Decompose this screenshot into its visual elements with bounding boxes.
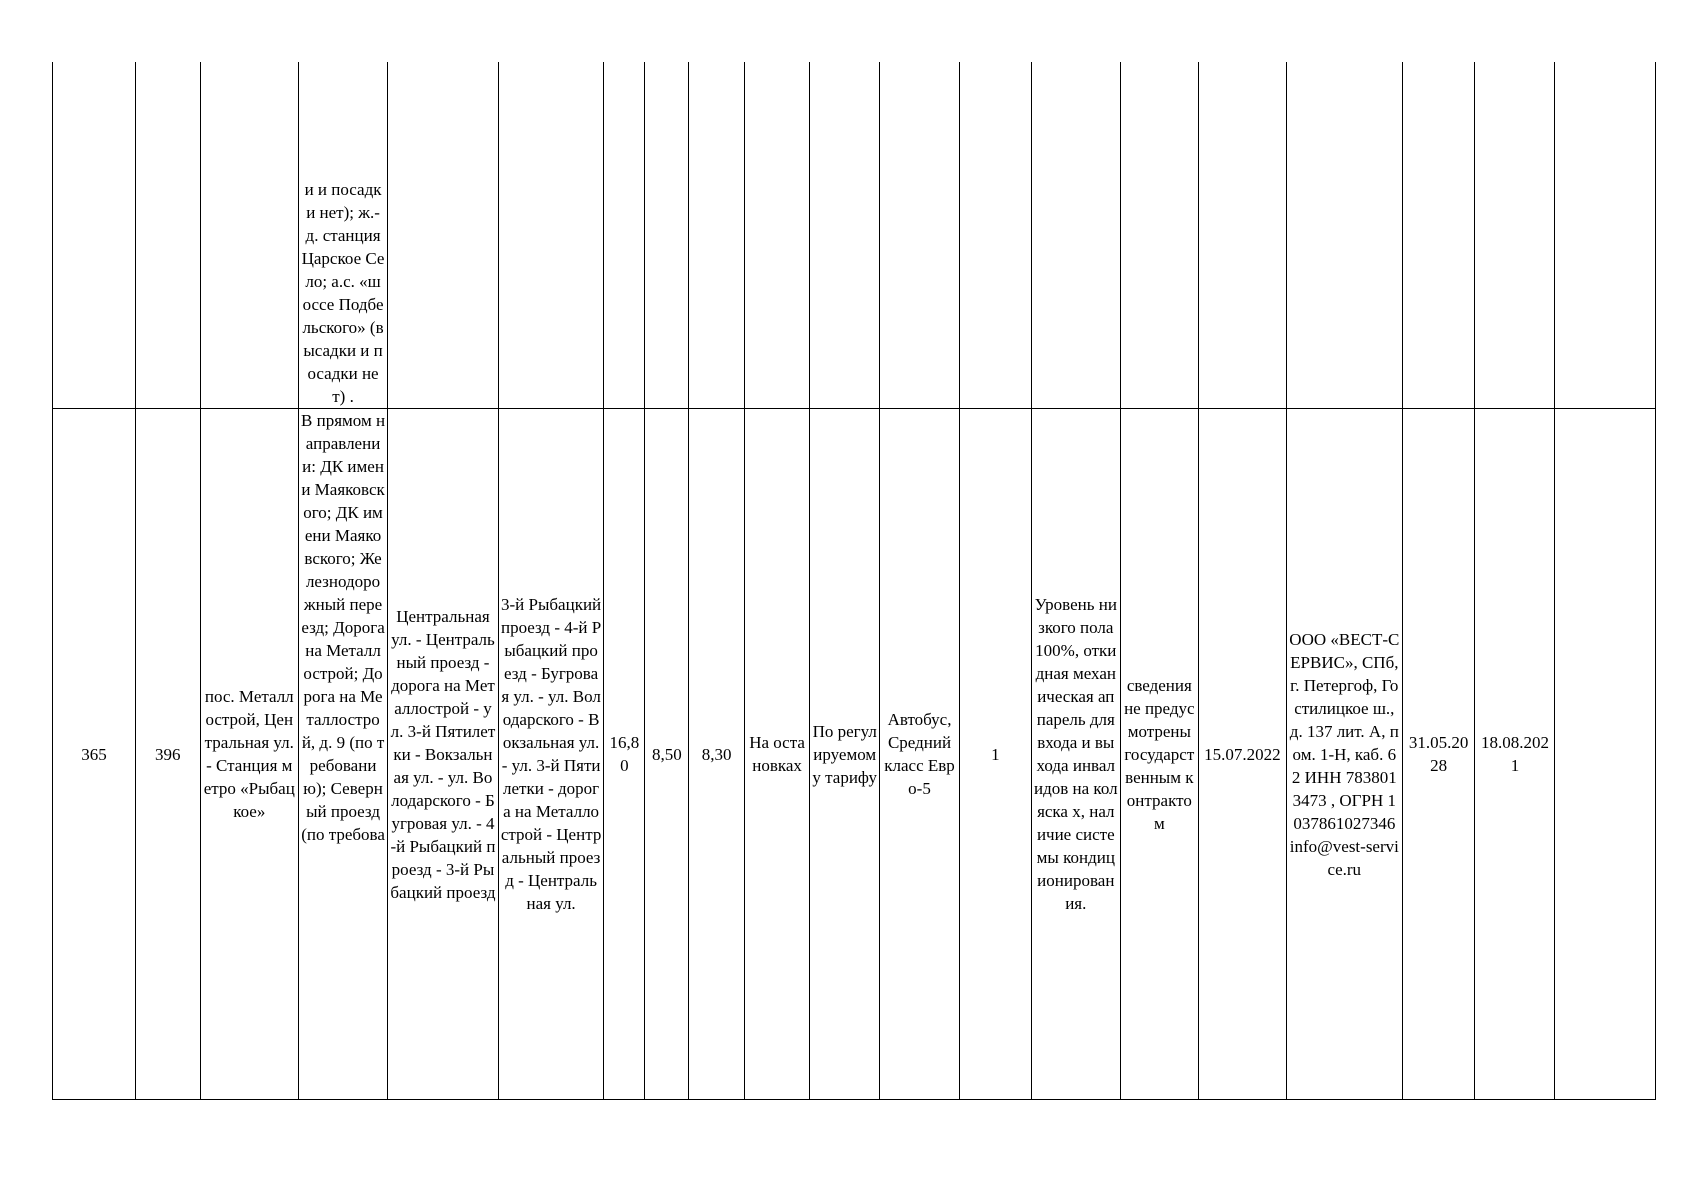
cell-empty <box>200 62 298 409</box>
cell-boarding-order: На остановках <box>744 409 810 1100</box>
cell-date-end: 31.05.2028 <box>1402 409 1475 1100</box>
table-row <box>53 62 1656 409</box>
cell-empty <box>645 62 689 409</box>
cell-date-other: 18.08.2021 <box>1475 409 1555 1100</box>
cell-vehicle-count: 1 <box>959 409 1031 1100</box>
cell-vehicle: Автобус, Средний класс Евро-5 <box>880 409 960 1100</box>
cell-contract-info: сведения не предусмотрены государственным контрактом <box>1120 409 1198 1100</box>
cell-empty <box>1120 62 1198 409</box>
cell-tariff: По регулируемому тарифу <box>810 409 880 1100</box>
cell-reg-number: 365 <box>53 409 136 1100</box>
cell-streets-backward: 3-й Рыбацкий проезд - 4-й Рыбацкий проезд - Бугровая ул. - ул. Володарского - Вокзальная ул. - ул. 3-й Пятилетки - дорога на Металлострой - Центральный проезд - Центральная ул. <box>498 409 604 1100</box>
cell-route-name: пос. Металлострой, Центральная ул. - Станция метро «Рыбацкое» <box>200 409 298 1100</box>
cell-carrier: ООО «ВЕСТ-СЕРВИС», СПб, г. Петергоф, Гостилицкое ш., д. 137 лит. А, пом. 1-Н, каб. 62 ИНН 7838013473 , ОГРН 1037861027346 info@vest-service.ru <box>1286 409 1402 1100</box>
cell-empty <box>498 62 604 409</box>
cell-empty <box>744 62 810 409</box>
cell-empty <box>604 62 645 409</box>
cell-empty <box>880 62 960 409</box>
cell-empty <box>689 62 744 409</box>
cell-empty <box>1555 62 1656 409</box>
cell-route-number: 396 <box>136 409 201 1100</box>
cell-empty <box>136 62 201 409</box>
table-row <box>53 409 1656 1100</box>
cell-empty <box>1031 62 1120 409</box>
cell-empty <box>1475 62 1555 409</box>
cell-vehicle-features: Уровень низкого пола 100%, откидная механическая аппарель для входа и выхода инвалидов на коляска х, наличие системы кондиционирования. <box>1031 409 1120 1100</box>
cell-length-other: 8,30 <box>689 409 744 1100</box>
cell-empty <box>53 62 136 409</box>
cell-empty <box>1198 62 1286 409</box>
cell-stops: В прямом направлении: ДК имени Маяковского; ДК имени Маяковского; Железнодорожный переезд; Дорога на Металлострой; Дорога на Металлострой, д. 9 (по требованию); Северный проезд (по требова <box>298 409 387 1100</box>
cell-start-date: 15.07.2022 <box>1198 409 1286 1100</box>
cell-empty <box>959 62 1031 409</box>
routes-table <box>52 62 1656 1100</box>
cell-extra <box>1555 409 1656 1100</box>
cell-streets-forward: Центральная ул. - Центральный проезд - дорога на Металлострой - ул. 3-й Пятилетки - Вокзальная ул. - ул. Володарского - Бугровая ул. - 4-й Рыбацкий проезд - 3-й Рыбацкий проезд <box>388 409 499 1100</box>
cell-empty <box>388 62 499 409</box>
cell-empty <box>1286 62 1402 409</box>
cell-empty <box>1402 62 1475 409</box>
cell-length-forward: 16,80 <box>604 409 645 1100</box>
cell-length-backward: 8,50 <box>645 409 689 1100</box>
cell-stops-continued: и и посадки нет); ж.-д. станция Царское Село; а.с. «шоссе Подбельского» (высадки и посадки нет) . <box>298 62 387 409</box>
cell-empty <box>810 62 880 409</box>
